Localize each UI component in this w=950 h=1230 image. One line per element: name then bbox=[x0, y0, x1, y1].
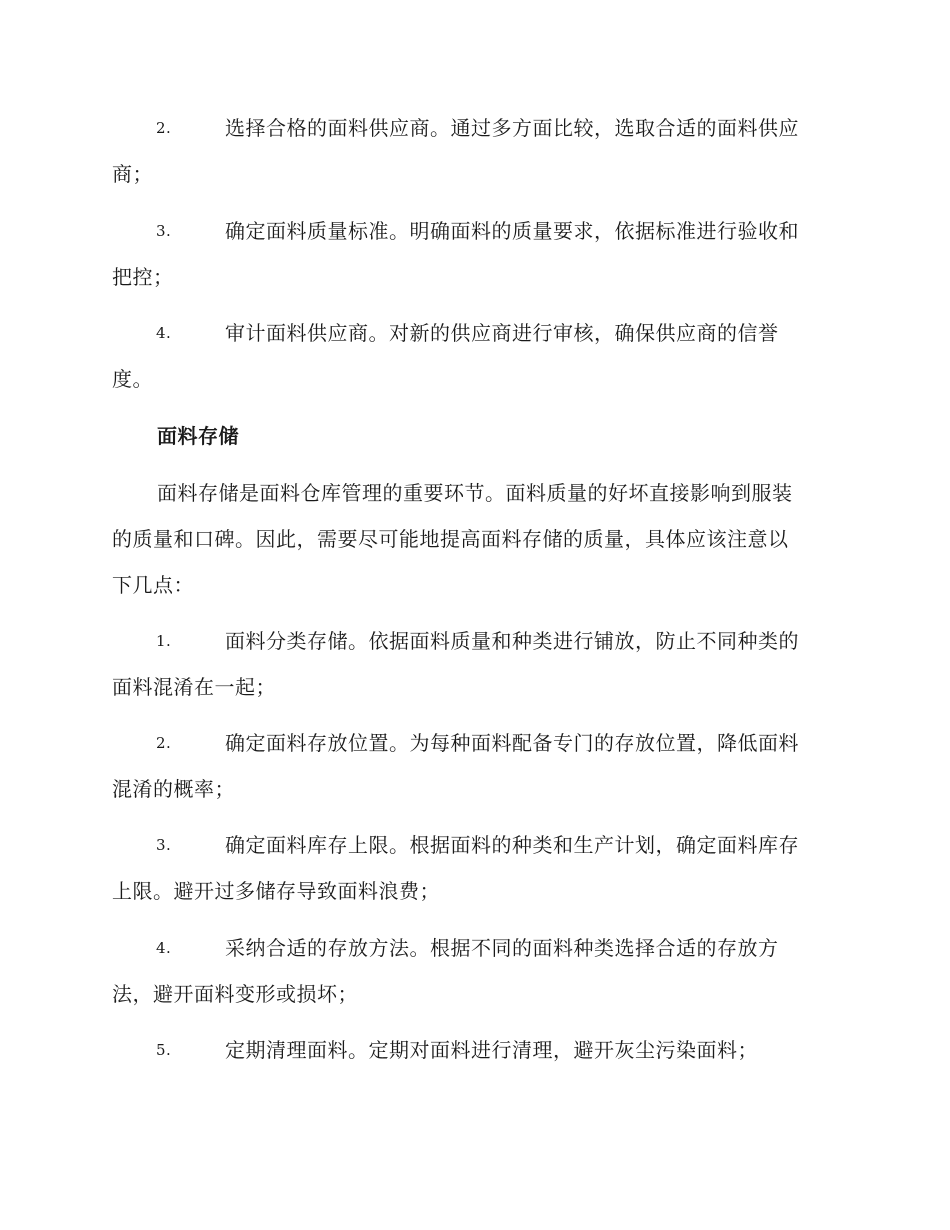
list-item bbox=[112, 925, 834, 1017]
paragraph-line: 的质量和口碑。因此，需要尽可能地提高面料存储的质量，具体应该注意以 bbox=[112, 527, 789, 551]
list-item-text: 确定面料质量标准。明确面料的质量要求，依据标准进行验收和 bbox=[225, 219, 799, 243]
list-number: 3. bbox=[156, 222, 172, 240]
list-item bbox=[112, 208, 834, 300]
list-item-text: 确定面料存放位置。为每种面料配备专门的存放位置，降低面料 bbox=[225, 731, 799, 755]
list-item-text: 确定面料库存上限。根据面料的种类和生产计划，确定面料库存 bbox=[225, 833, 799, 857]
paragraph-line: 面料存储是面料仓库管理的重要环节。面料质量的好坏直接影响到服装 bbox=[157, 481, 793, 505]
list-number: 2. bbox=[156, 119, 172, 137]
list-number: 1. bbox=[156, 632, 172, 650]
list-item-text: 选择合格的面料供应商。通过多方面比较，选取合适的面料供应 bbox=[225, 116, 799, 140]
list-item bbox=[112, 618, 834, 710]
list-number: 5. bbox=[156, 1041, 172, 1059]
list-item bbox=[112, 105, 834, 197]
list-item-text: 定期清理面料。定期对面料进行清理，避开灰尘污染面料； bbox=[225, 1038, 758, 1062]
list-number: 2. bbox=[156, 734, 172, 752]
list-item-text-continued: 上限。避开过多储存导致面料浪费； bbox=[112, 879, 440, 903]
list-item-text-continued: 商； bbox=[112, 162, 153, 186]
list-item bbox=[112, 1027, 834, 1073]
list-number: 4. bbox=[156, 324, 172, 342]
list-item-text-continued: 面料混淆在一起； bbox=[112, 675, 276, 699]
list-item-text-continued: 法，避开面料变形或损坏； bbox=[112, 982, 358, 1006]
list-item bbox=[112, 720, 834, 812]
list-item-text: 采纳合适的存放方法。根据不同的面料种类选择合适的存放方 bbox=[225, 936, 779, 960]
list-number: 3. bbox=[156, 836, 172, 854]
list-item bbox=[112, 822, 834, 914]
list-item-text-continued: 把控； bbox=[112, 265, 174, 289]
paragraph-line: 下几点： bbox=[112, 573, 194, 597]
list-item-text: 面料分类存储。依据面料质量和种类进行铺放，防止不同种类的 bbox=[225, 629, 799, 653]
list-item-text-continued: 混淆的概率； bbox=[112, 777, 235, 801]
list-number: 4. bbox=[156, 939, 172, 957]
list-item-text-continued: 度。 bbox=[112, 367, 153, 391]
list-item-text: 审计面料供应商。对新的供应商进行审核，确保供应商的信誉 bbox=[225, 321, 779, 345]
list-item bbox=[112, 310, 834, 402]
section-heading: 面料存储 bbox=[157, 424, 239, 448]
section-intro-paragraph bbox=[112, 470, 834, 608]
